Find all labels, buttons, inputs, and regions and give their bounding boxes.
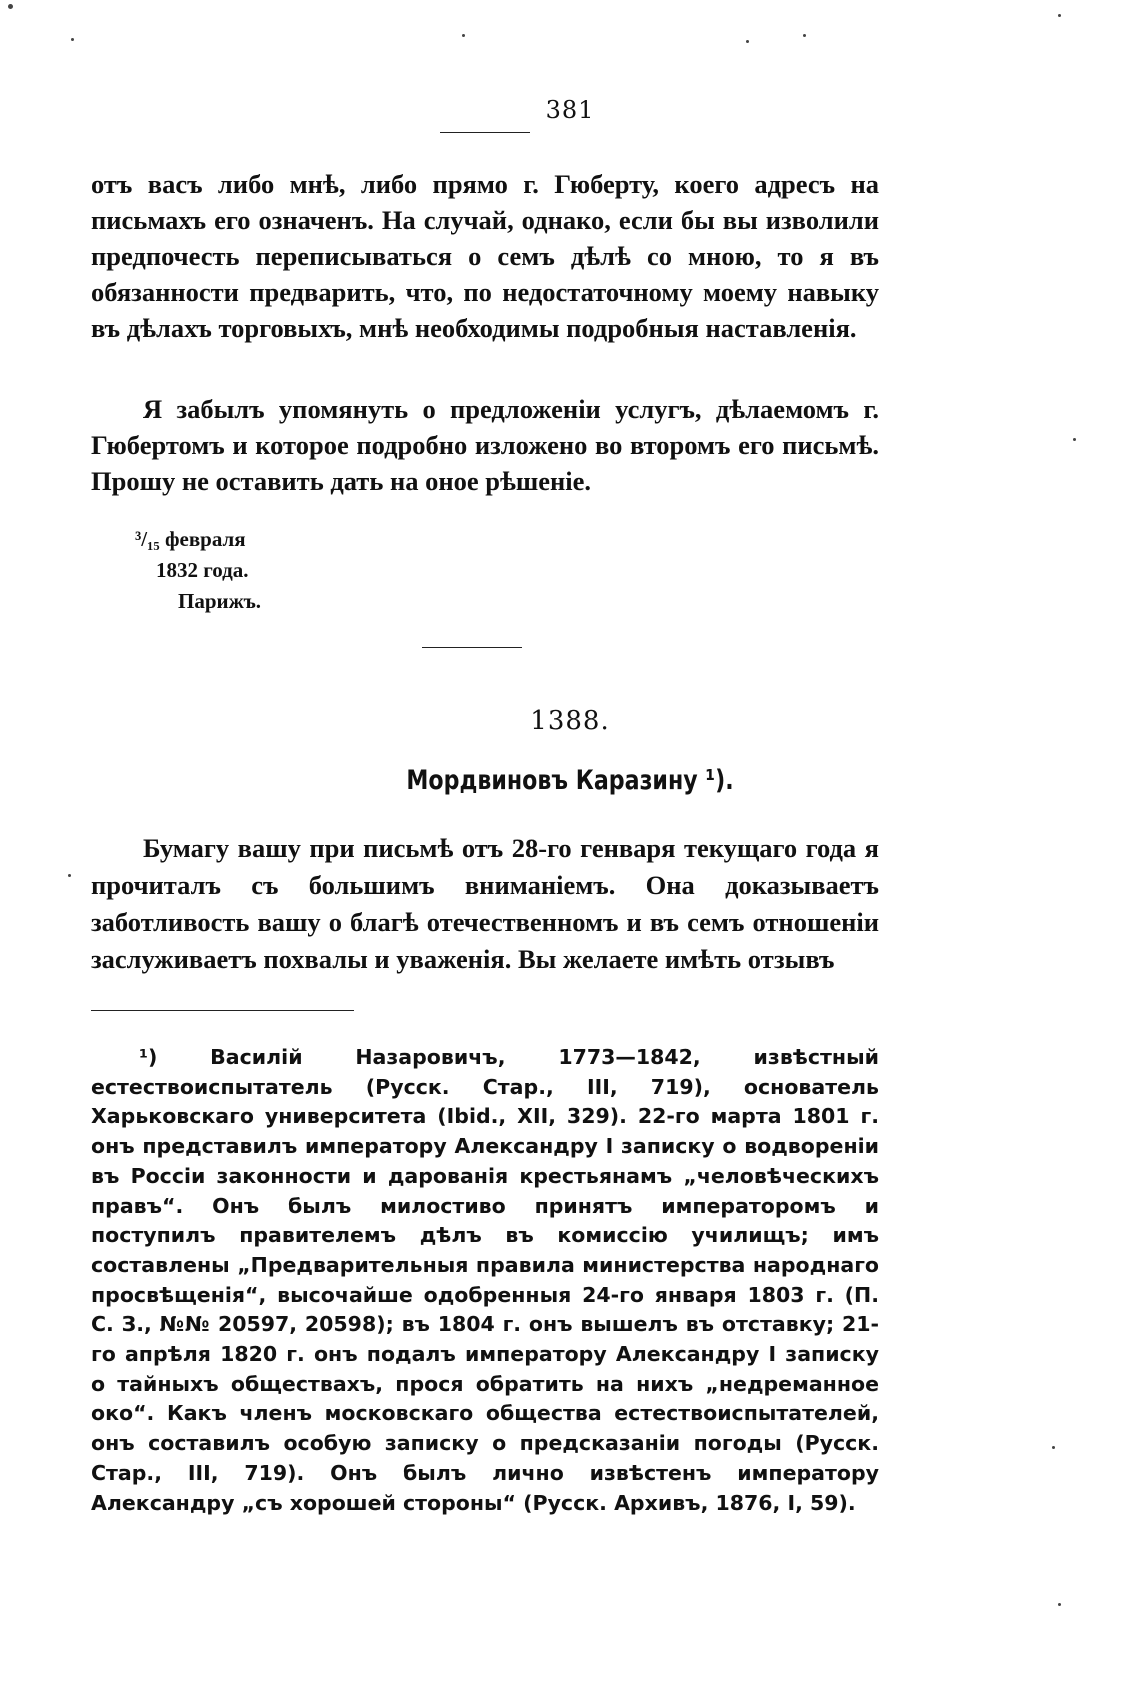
scan-speck: [68, 874, 71, 877]
scan-speck: [803, 34, 806, 37]
letter-title: Мордвиновъ Каразину ¹).: [406, 765, 734, 796]
scan-speck: [1058, 14, 1061, 17]
section-separator: [422, 647, 522, 648]
scan-speck: [71, 38, 74, 41]
scan-speck: [1058, 1603, 1061, 1606]
scan-speck: [462, 34, 465, 37]
letter-number: 1388.: [530, 706, 610, 736]
page-number: 381: [545, 96, 595, 124]
footnote-rule: [91, 1010, 354, 1011]
letter-year: 1832 года.: [156, 558, 249, 582]
letter-date: ³/₁₅ февраля: [135, 527, 246, 551]
scan-speck: [8, 4, 13, 9]
previous-letter-paragraph-2: Я забылъ упомянуть о предложеніи услугъ, дѣлаемомъ г. Гюбертомъ и которое подробно изложено во второмъ его письмѣ. Прошу не оставить дать на оное рѣшеніе.: [91, 394, 879, 496]
scan-speck: [1073, 438, 1076, 441]
page-number-rule: [440, 132, 530, 133]
letter-place: Парижъ.: [178, 589, 262, 613]
scan-speck: [746, 40, 749, 43]
letter-paragraph-1: Бумагу вашу при письмѣ отъ 28-го генваря текущаго года я прочиталъ съ большимъ вниманіемъ. Она доказываетъ заботливость вашу о благѣ отечественномъ и въ семъ отношеніи заслуживаетъ похвалы и уваженія. Вы желаете имѣть отзывъ: [91, 833, 879, 974]
footnote-text: ¹) Василій Назаровичъ, 1773—1842, извѣстный естествоиспытатель (Русск. Стар., III, 719), основатель Харьковскаго университета (Ibid., XII, 329). 22-го марта 1801 г. онъ представилъ императору Александру I записку о водвореніи въ Россіи законности и дарованія крестьянамъ „человѣческихъ правъ“. Онъ былъ милостиво принятъ императоромъ и поступилъ правителемъ дѣлъ въ комиссію училищъ; имъ составлены „Предварительныя правила министерства народнаго просвѣщенія“, высочайше одобренныя 24-го января 1803 г. (П. С. З., №№ 20597, 20598); въ 1804 г. онъ вышелъ въ отставку; 21-го апрѣля 1820 г. онъ подалъ императору Александру I записку о тайныхъ обществахъ, прося обратить на нихъ „недреманное око“. Какъ членъ московскаго общества естествоиспытателей, онъ составилъ особую записку о предсказаніи погоды (Русск. Стар., III, 719). Онъ былъ лично извѣстенъ императору Александру „съ хорошей стороны“ (Русск. Архивъ, 1876, I, 59).: [91, 1045, 879, 1515]
scan-speck: [1052, 1446, 1055, 1449]
previous-letter-paragraph-1: отъ васъ либо мнѣ, либо прямо г. Гюберту, коего адресъ на письмахъ его означенъ. На случай, однако, если бы вы изволили предпочесть переписываться о семъ дѣлѣ со мною, то я въ обязанности предварить, что, по недостаточному моему навыку въ дѣлахъ торговыхъ, мнѣ необходимы подробныя наставленія.: [91, 169, 879, 343]
